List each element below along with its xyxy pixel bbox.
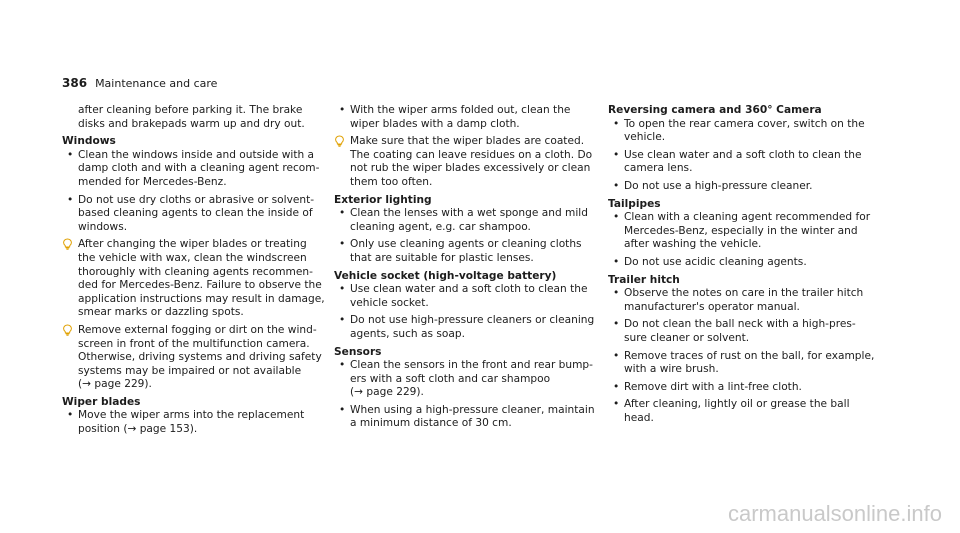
text-line: sure cleaner or solvent. xyxy=(624,331,750,344)
text-line: Remove external fogging or dirt on the wind- xyxy=(78,323,317,336)
list-item xyxy=(608,287,878,314)
text-line: • After cleaning, lightly oil or grease the ball xyxy=(624,398,850,411)
list-item xyxy=(334,359,602,400)
text-line: • To open the rear camera cover, switch on the xyxy=(624,117,865,130)
text-line: manufacturer's operator manual. xyxy=(624,300,800,313)
text-line: vehicle socket. xyxy=(350,296,429,309)
text-line: • Clean the sensors in the front and rear bump- xyxy=(350,359,593,372)
note-camera-fogging xyxy=(62,324,332,392)
text-line: • Clean the lenses with a wet sponge and mild xyxy=(350,207,588,220)
list-item xyxy=(334,238,602,265)
list-item xyxy=(62,149,332,190)
section-title: Maintenance and care xyxy=(95,77,218,90)
text-line: wiper blades with a damp cloth. xyxy=(350,117,520,130)
text-line: the vehicle with wax, clean the windscreen xyxy=(78,251,307,264)
list-item xyxy=(334,207,602,234)
text-line: • Observe the notes on care in the trailer hitch xyxy=(624,287,864,300)
text-line: camera lens. xyxy=(624,162,693,175)
list-item xyxy=(334,104,602,131)
text-line: Make sure that the wiper blades are coated. xyxy=(350,135,585,148)
exterior-lighting-heading: Exterior lighting xyxy=(334,193,432,206)
list-item xyxy=(608,381,878,395)
text-line: ded for Mercedes-Benz. Failure to observe the xyxy=(78,279,322,292)
column-3 xyxy=(608,104,878,429)
text-line: • Do not use dry cloths or abrasive or solvent- xyxy=(78,193,315,206)
trailer-hitch-heading: Trailer hitch xyxy=(608,273,680,286)
vehicle-socket-heading: Vehicle socket (high-voltage battery) xyxy=(334,269,557,282)
list-item xyxy=(334,283,602,310)
text-line: • When using a high-pressure cleaner, maintain xyxy=(350,403,595,416)
lightbulb-icon xyxy=(62,324,73,340)
reversing-camera-heading: Reversing camera and 360° Camera xyxy=(608,104,822,116)
text-line: screen in front of the multifunction camera. xyxy=(78,337,310,350)
text-line: • Move the wiper arms into the replacement xyxy=(78,409,305,422)
list-item xyxy=(62,409,332,436)
text-line: Mercedes-Benz, especially in the winter and xyxy=(624,224,858,237)
text-line: cleaning agent, e.g. car shampoo. xyxy=(350,220,531,233)
sensors-heading: Sensors xyxy=(334,345,382,358)
windows-heading: Windows xyxy=(62,135,116,148)
text-line: disks and brakepads warm up and dry out. xyxy=(78,117,305,130)
text-line: after cleaning before parking it. The brake xyxy=(78,104,303,116)
text-line: mended for Mercedes-Benz. xyxy=(78,175,227,188)
text-line: based cleaning agents to clean the inside of xyxy=(78,207,313,220)
text-line: systems may be impaired or not available xyxy=(78,364,302,377)
list-item xyxy=(608,350,878,377)
text-line: • Do not clean the ball neck with a high-pres- xyxy=(624,318,856,331)
tailpipes-heading: Tailpipes xyxy=(608,197,661,210)
list-item xyxy=(334,314,602,341)
list-item xyxy=(62,194,332,235)
text-line: • Use clean water and a soft cloth to clean the xyxy=(350,283,588,296)
page-header xyxy=(62,77,217,91)
page-link[interactable]: position (→ page 153). xyxy=(78,423,198,436)
list-item xyxy=(608,149,878,176)
column-2 xyxy=(334,104,602,435)
list-item xyxy=(334,404,602,431)
text-line: After changing the wiper blades or treating xyxy=(78,238,307,251)
page-number: 386 xyxy=(62,76,88,90)
text-line: vehicle. xyxy=(624,131,666,144)
text-line: a minimum distance of 30 cm. xyxy=(350,417,512,430)
text-line: after washing the vehicle. xyxy=(624,238,762,251)
text-line: agents, such as soap. xyxy=(350,327,465,340)
text-line: them too often. xyxy=(350,175,433,188)
list-item xyxy=(608,256,878,270)
text-line: • Clean with a cleaning agent recommended for xyxy=(624,211,871,224)
text-line: thoroughly with cleaning agents recommen- xyxy=(78,265,313,278)
text-line: • Remove dirt with a lint-free cloth. xyxy=(624,380,802,393)
text-line: • Do not use high-pressure cleaners or cleaning xyxy=(350,314,595,327)
text-line: ers with a soft cloth and car shampoo xyxy=(350,372,551,385)
page-link[interactable]: (→ page 229). xyxy=(78,378,152,391)
text-line: damp cloth and with a cleaning agent recom- xyxy=(78,162,320,175)
note-wiper-wax xyxy=(62,238,332,320)
text-line: The coating can leave residues on a cloth. Do xyxy=(350,148,593,161)
list-item xyxy=(608,211,878,252)
text-line: windows. xyxy=(78,220,128,233)
note-wiper-coating xyxy=(334,135,602,189)
list-item xyxy=(608,180,878,194)
text-line: not rub the wiper blades excessively or clean xyxy=(350,162,591,175)
text-line: with a wire brush. xyxy=(624,363,719,376)
text-line: • Do not use acidic cleaning agents. xyxy=(624,255,807,268)
text-line: that are suitable for plastic lenses. xyxy=(350,251,534,264)
page-link[interactable]: (→ page 229). xyxy=(350,386,424,399)
lightbulb-icon xyxy=(62,238,73,254)
text-line: smear marks or dazzling spots. xyxy=(78,306,244,319)
text-line: Otherwise, driving systems and driving safety xyxy=(78,351,322,364)
wiper-blades-heading: Wiper blades xyxy=(62,395,141,408)
text-line: application instructions may result in damage, xyxy=(78,292,325,305)
text-line: • Do not use a high-pressure cleaner. xyxy=(624,179,813,192)
list-item xyxy=(608,398,878,425)
text-line: • Remove traces of rust on the ball, for example, xyxy=(624,349,875,362)
list-item xyxy=(608,118,878,145)
lightbulb-icon xyxy=(334,135,345,151)
text-line: • Use clean water and a soft cloth to clean the xyxy=(624,148,862,161)
column-1 xyxy=(62,104,332,441)
text-line: • Only use cleaning agents or cleaning cloths xyxy=(350,238,582,251)
watermark: carmanualsonline.info xyxy=(727,501,942,527)
list-item xyxy=(608,318,878,345)
text-line: • With the wiper arms folded out, clean the xyxy=(350,104,571,116)
text-line: • Clean the windows inside and outside with a xyxy=(78,148,315,161)
intro-paragraph xyxy=(62,104,332,131)
text-line: head. xyxy=(624,411,654,424)
